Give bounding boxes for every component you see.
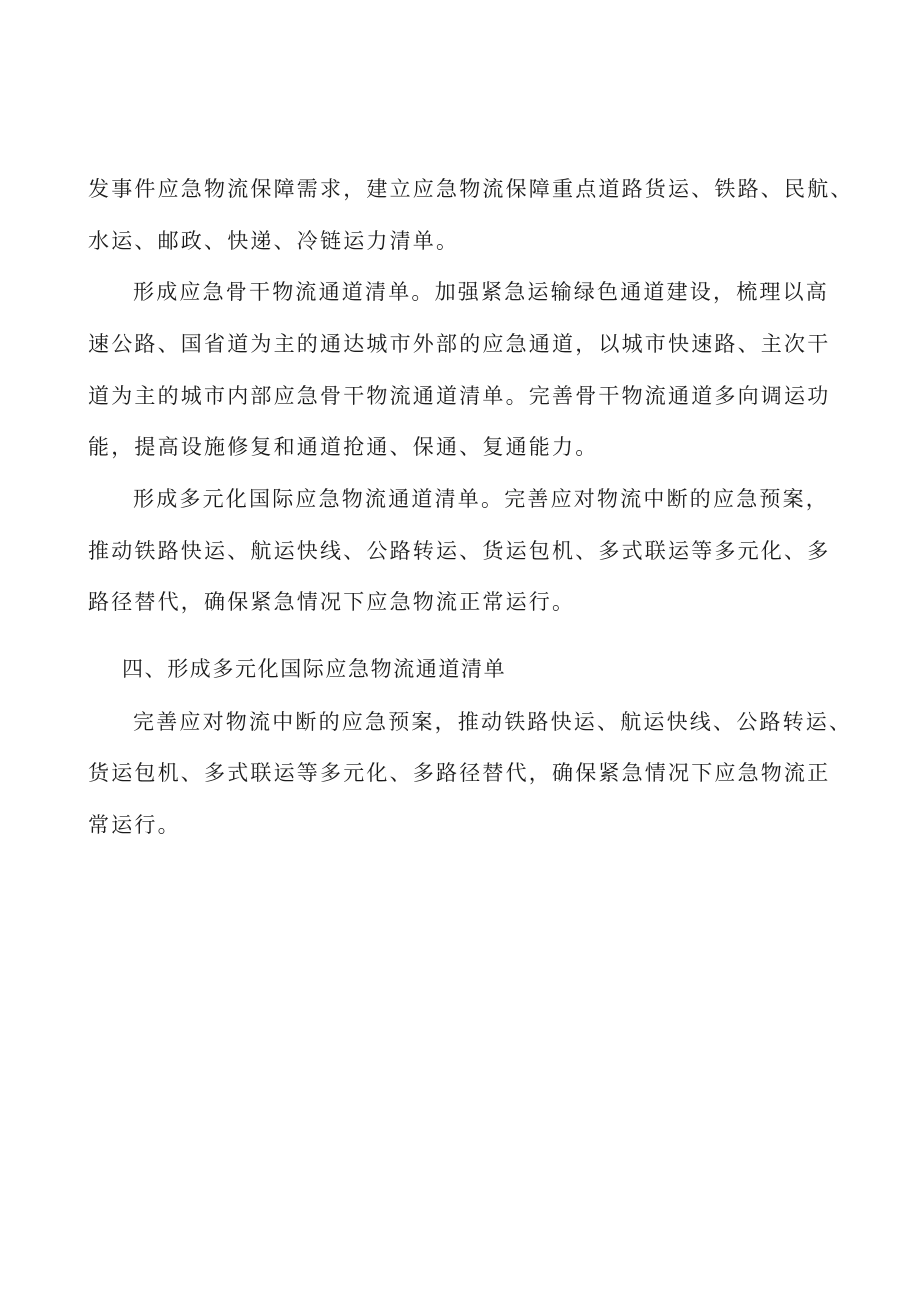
paragraph-2-line-4: 能，提高设施修复和通道抢通、保通、复通能力。 [88, 435, 599, 459]
paragraph-1-line-1: 发事件应急物流保障需求，建立应急物流保障重点道路货运、铁路、民航、 [88, 177, 854, 201]
section-paragraph-line-2: 货运包机、多式联运等多元化、多路径替代，确保紧急情况下应急物流正 [88, 761, 831, 785]
paragraph-3-line-2: 推动铁路快运、航运快线、公路转运、货运包机、多式联运等多元化、多 [88, 539, 831, 563]
paragraph-2-line-2: 速公路、国省道为主的通达城市外部的应急通道，以城市快速路、主次干 [88, 332, 831, 356]
paragraph-1-line-2: 水运、邮政、快递、冷链运力清单。 [88, 229, 460, 253]
paragraph-2-line-1: 形成应急骨干物流通道清单。加强紧急运输绿色通道建设，梳理以高 [133, 280, 829, 304]
section-paragraph-line-3: 常运行。 [88, 813, 181, 837]
section-heading: 四、形成多元化国际应急物流通道清单 [122, 657, 507, 681]
paragraph-3-line-3: 路径替代，确保紧急情况下应急物流正常运行。 [88, 590, 576, 614]
paragraph-3-line-1: 形成多元化国际应急物流通道清单。完善应对物流中断的应急预案， [133, 487, 829, 511]
section-paragraph-line-1: 完善应对物流中断的应急预案，推动铁路快运、航运快线、公路转运、 [133, 710, 853, 734]
paragraph-2-line-3: 道为主的城市内部应急骨干物流通道清单。完善骨干物流通道多向调运功 [88, 384, 831, 408]
